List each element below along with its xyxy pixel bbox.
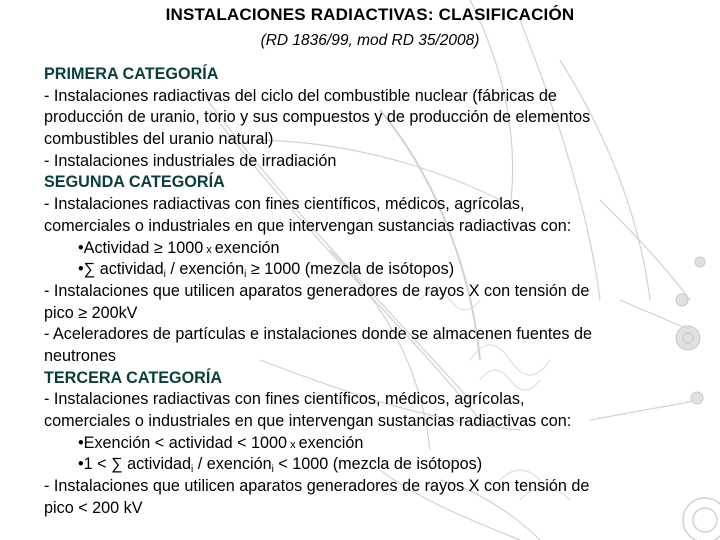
tercera-bullet-1-pre: •Exención < actividad < 1000 xyxy=(78,433,288,452)
segunda-bullet-2-sub2: i xyxy=(244,269,247,281)
tercera-bullet-1-op: x xyxy=(290,438,296,451)
primera-line-1: - Instalaciones radiactivas del ciclo del combustible nuclear (fábricas de xyxy=(44,86,557,105)
tercera-bullet-1-post: exención xyxy=(298,433,364,452)
tercera-line-4: pico < 200 kV xyxy=(44,498,143,517)
tercera-bullet-2-sub1: i xyxy=(191,464,194,476)
segunda-bullet-1-post: exención xyxy=(214,238,280,257)
slide-title: INSTALACIONES RADIACTIVAS: CLASIFICACIÓN xyxy=(165,5,575,24)
tercera-bullet-2-a: •1 < ∑ actividad xyxy=(78,455,192,474)
slide-subtitle: (RD 1836/99, mod RD 35/2008) xyxy=(260,32,480,49)
segunda-bullet-2-c: ≥ 1000 (mezcla de isótopos) xyxy=(246,260,455,279)
heading-segunda-categoria: SEGUNDA CATEGORÍA xyxy=(44,173,225,192)
segunda-bullet-2-b: / exención xyxy=(165,260,245,279)
tercera-line-3: - Instalaciones que utilicen aparatos generadores de rayos X con tensión de xyxy=(44,477,590,496)
heading-primera-categoria: PRIMERA CATEGORÍA xyxy=(44,65,219,83)
primera-line-2: producción de uranio, torio y sus compuestos y de producción de elementos xyxy=(44,108,591,127)
tercera-line-2: comerciales o industriales en que intervengan sustancias radiactivas con: xyxy=(44,412,572,430)
segunda-bullet-2 xyxy=(44,259,664,281)
primera-line-3: combustibles del uranio natural) xyxy=(44,130,274,149)
tercera-bullet-2-sub2: i xyxy=(271,464,274,476)
heading-tercera-categoria: TERCERA CATEGORÍA xyxy=(44,368,223,387)
segunda-line-4: pico ≥ 200kV xyxy=(44,303,138,322)
segunda-bullet-1-pre: •Actividad ≥ 1000 xyxy=(78,238,204,257)
segunda-bullet-1 xyxy=(44,238,664,260)
segunda-bullet-2-a: •∑ actividad xyxy=(78,260,164,279)
segunda-line-5: - Aceleradores de partículas e instalaciones donde se almacenen fuentes de xyxy=(44,325,593,344)
segunda-line-1: - Instalaciones radiactivas con fines científicos, médicos, agrícolas, xyxy=(44,195,525,214)
tercera-line-1: - Instalaciones radiactivas con fines científicos, médicos, agrícolas, xyxy=(44,390,525,409)
tercera-bullet-1 xyxy=(44,433,664,455)
segunda-line-2: comerciales o industriales en que intervengan sustancias radiactivas con: xyxy=(44,216,572,235)
segunda-line-3: - Instalaciones que utilicen aparatos generadores de rayos X con tensión de xyxy=(44,281,590,300)
primera-line-4: - Instalaciones industriales de irradiación xyxy=(44,151,337,170)
tercera-bullet-2-b: / exención xyxy=(193,455,272,474)
slide-body xyxy=(44,64,664,519)
segunda-bullet-2-sub1: i xyxy=(163,269,166,281)
segunda-bullet-1-op: x xyxy=(206,243,212,256)
tercera-bullet-2-c: < 1000 (mezcla de isótopos) xyxy=(273,455,483,474)
tercera-bullet-2 xyxy=(44,454,664,476)
segunda-line-6: neutrones xyxy=(44,346,116,365)
